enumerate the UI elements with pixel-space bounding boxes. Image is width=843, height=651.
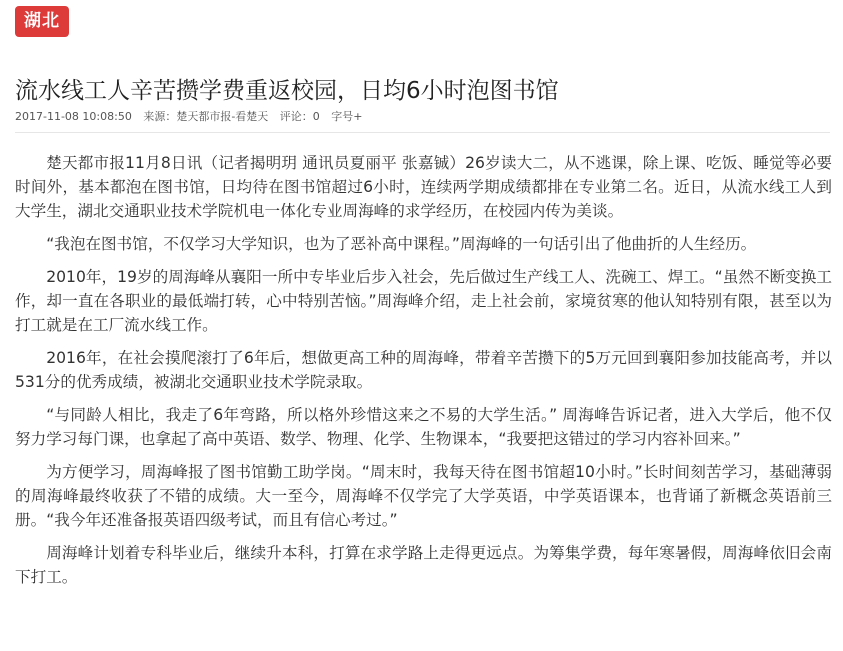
comment-count[interactable]: 评论：0 bbox=[279, 110, 320, 123]
title-divider bbox=[15, 132, 830, 133]
paragraph-2: “我泡在图书馆，不仅学习大学知识，也为了恶补高中课程。”周海峰的一句话引出了他曲折的人生经历。 bbox=[46, 235, 757, 253]
article-meta bbox=[15, 110, 371, 124]
article-title: 流水线工人辛苦攒学费重返校园，日均6小时泡图书馆 bbox=[15, 78, 559, 104]
paragraph-4: 2016年，在社会摸爬滚打了6年后，想做更高工种的周海峰，带着辛苦攒下的5万元回到襄阳参加技能高考，并以531分的优秀成绩，被湖北交通职业技术学院录取。 bbox=[15, 349, 832, 391]
paragraph-1: 楚天都市报11月8日讯（记者揭明玥 通讯员夏丽平 张嘉铖）26岁读大二，从不逃课，除上课、吃饭、睡觉等必要时间外，基本都泡在图书馆，日均待在图书馆超过6小时，连续两学期成绩都排在专业第二名。近日，从流水线工人到大学生，湖北交通职业技术学院机电一体化专业周海峰的求学经历，在校园内传为美谈。 bbox=[15, 154, 832, 220]
paragraph-7: 周海峰计划着专科毕业后，继续升本科，打算在求学路上走得更远点。为筹集学费，每年寒暑假，周海峰依旧会南下打工。 bbox=[15, 544, 832, 586]
paragraph-5: “与同龄人相比，我走了6年弯路，所以格外珍惜这来之不易的大学生活。” 周海峰告诉记者，进入大学后，他不仅努力学习每门课，也拿起了高中英语、数学、物理、化学、生物课本，“我要把这错过的学习内容补回来。” bbox=[15, 406, 832, 448]
region-tag[interactable]: 湖北 bbox=[15, 6, 69, 37]
paragraph-6: 为方便学习，周海峰报了图书馆勤工助学岗。“周末时，我每天待在图书馆超10小时。”长时间刻苦学习，基础薄弱的周海峰最终收获了不错的成绩。大一至今，周海峰不仅学完了大学英语，中学英语课本，也背诵了新概念英语前三册。“我今年还准备报英语四级考试，而且有信心考过。” bbox=[15, 463, 832, 529]
article-source: 来源：楚天都市报-看楚天 bbox=[143, 110, 269, 123]
paragraph-3: 2010年，19岁的周海峰从襄阳一所中专毕业后步入社会，先后做过生产线工人、洗碗工、焊工。“虽然不断变换工作，却一直在各职业的最低端打转，心中特别苦恼。”周海峰介绍，走上社会前，家境贫寒的他认知特别有限，甚至以为打工就是在工厂流水线工作。 bbox=[15, 268, 832, 334]
publish-datetime: 2017-11-08 10:08:50 bbox=[15, 110, 132, 123]
font-size-button[interactable]: 字号+ bbox=[331, 110, 363, 123]
article-body bbox=[15, 151, 832, 598]
